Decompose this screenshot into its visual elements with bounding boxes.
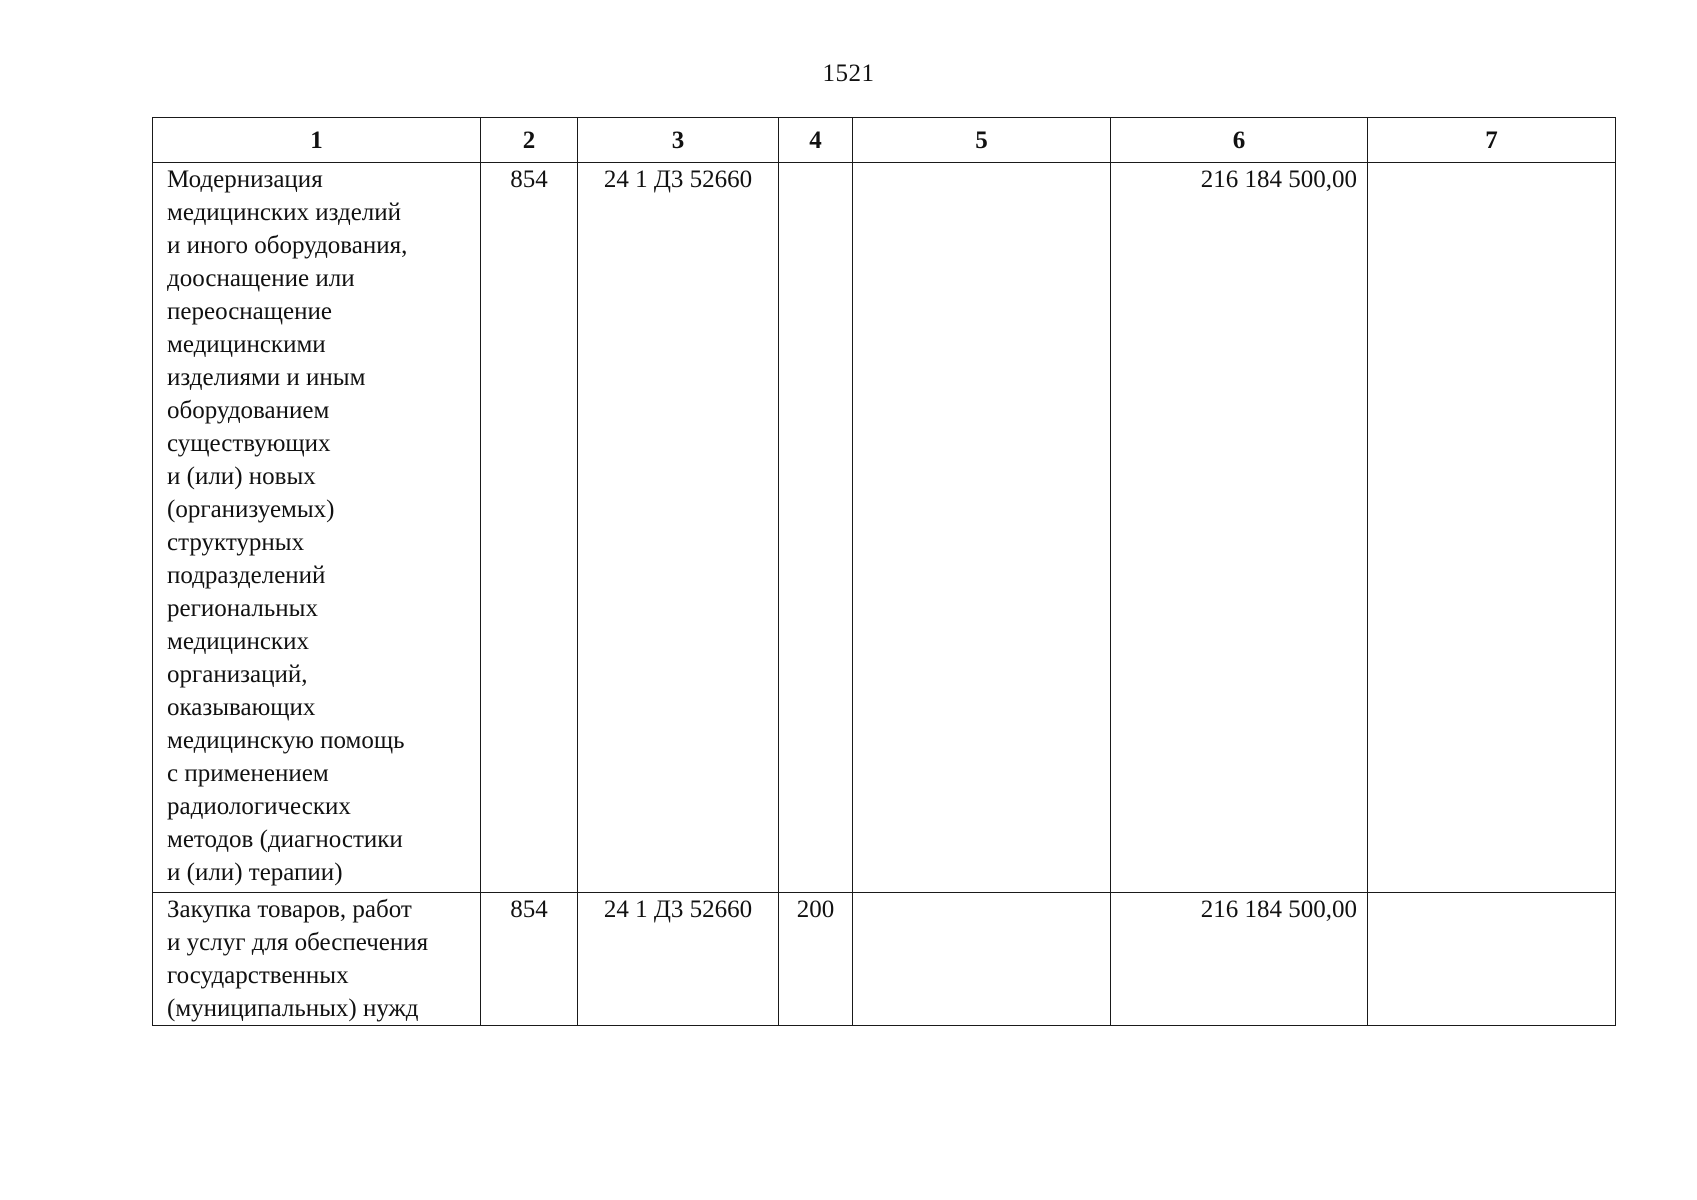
row-name-line: организаций, — [167, 661, 308, 688]
row-name-line: методов (диагностики — [167, 826, 403, 853]
row-col3-cell: 24 1 Д3 52660 — [578, 163, 779, 893]
row-name-line: государственных — [167, 962, 349, 989]
row-name-line: и иного оборудования, — [167, 232, 408, 259]
row-col5-cell — [853, 163, 1111, 893]
row-name-line: Закупка товаров, работ — [167, 896, 412, 923]
row-name-line: дооснащение или — [167, 265, 355, 292]
row-col4-cell: 200 — [779, 893, 853, 1026]
row-name-line: и услуг для обеспечения — [167, 929, 429, 956]
row-name-line: изделиями и иным — [167, 364, 366, 391]
row-name-line: структурных — [167, 529, 305, 556]
row-name-line: подразделений — [167, 562, 326, 589]
row-name-line: Модернизация — [167, 166, 323, 193]
row-name-line: медицинских — [167, 628, 309, 655]
row-col4-cell — [779, 163, 853, 893]
row-col5-cell — [853, 893, 1111, 1026]
row-col6-cell: 216 184 500,00 — [1111, 163, 1368, 893]
budget-table — [152, 117, 1616, 1026]
table-row — [153, 163, 1616, 893]
table-row — [153, 893, 1616, 1026]
row-name-cell — [153, 893, 481, 1026]
row-col2-cell: 854 — [481, 893, 578, 1026]
row-name-line: медицинских изделий — [167, 199, 402, 226]
page-number: 1521 — [822, 60, 875, 87]
column-header-2: 2 — [481, 118, 578, 163]
row-name-line: переоснащение — [167, 298, 332, 325]
row-col7-cell — [1368, 163, 1616, 893]
row-name-line: и (или) терапии) — [167, 859, 343, 886]
row-name-line: и (или) новых — [167, 463, 316, 490]
column-header-7: 7 — [1368, 118, 1616, 163]
row-name-line: оборудованием — [167, 397, 330, 424]
column-header-6: 6 — [1111, 118, 1368, 163]
row-col3-cell: 24 1 Д3 52660 — [578, 893, 779, 1026]
row-name-cell — [153, 163, 481, 893]
row-col2-cell: 854 — [481, 163, 578, 893]
row-col6-cell: 216 184 500,00 — [1111, 893, 1368, 1026]
column-header-4: 4 — [779, 118, 853, 163]
row-name-line: радиологических — [167, 793, 351, 820]
row-col7-cell — [1368, 893, 1616, 1026]
row-name-line: региональных — [167, 595, 318, 622]
column-header-5: 5 — [853, 118, 1111, 163]
row-name-line: (муниципальных) нужд — [167, 995, 419, 1022]
column-header-1: 1 — [153, 118, 481, 163]
row-name-line: медицинскими — [167, 331, 326, 358]
header-row — [153, 118, 1616, 163]
row-name-line: с применением — [167, 760, 329, 787]
row-name-line: оказывающих — [167, 694, 316, 721]
row-name-line: медицинскую помощь — [167, 727, 405, 754]
row-name-line: существующих — [167, 430, 331, 457]
column-header-3: 3 — [578, 118, 779, 163]
row-name-line: (организуемых) — [167, 496, 335, 523]
